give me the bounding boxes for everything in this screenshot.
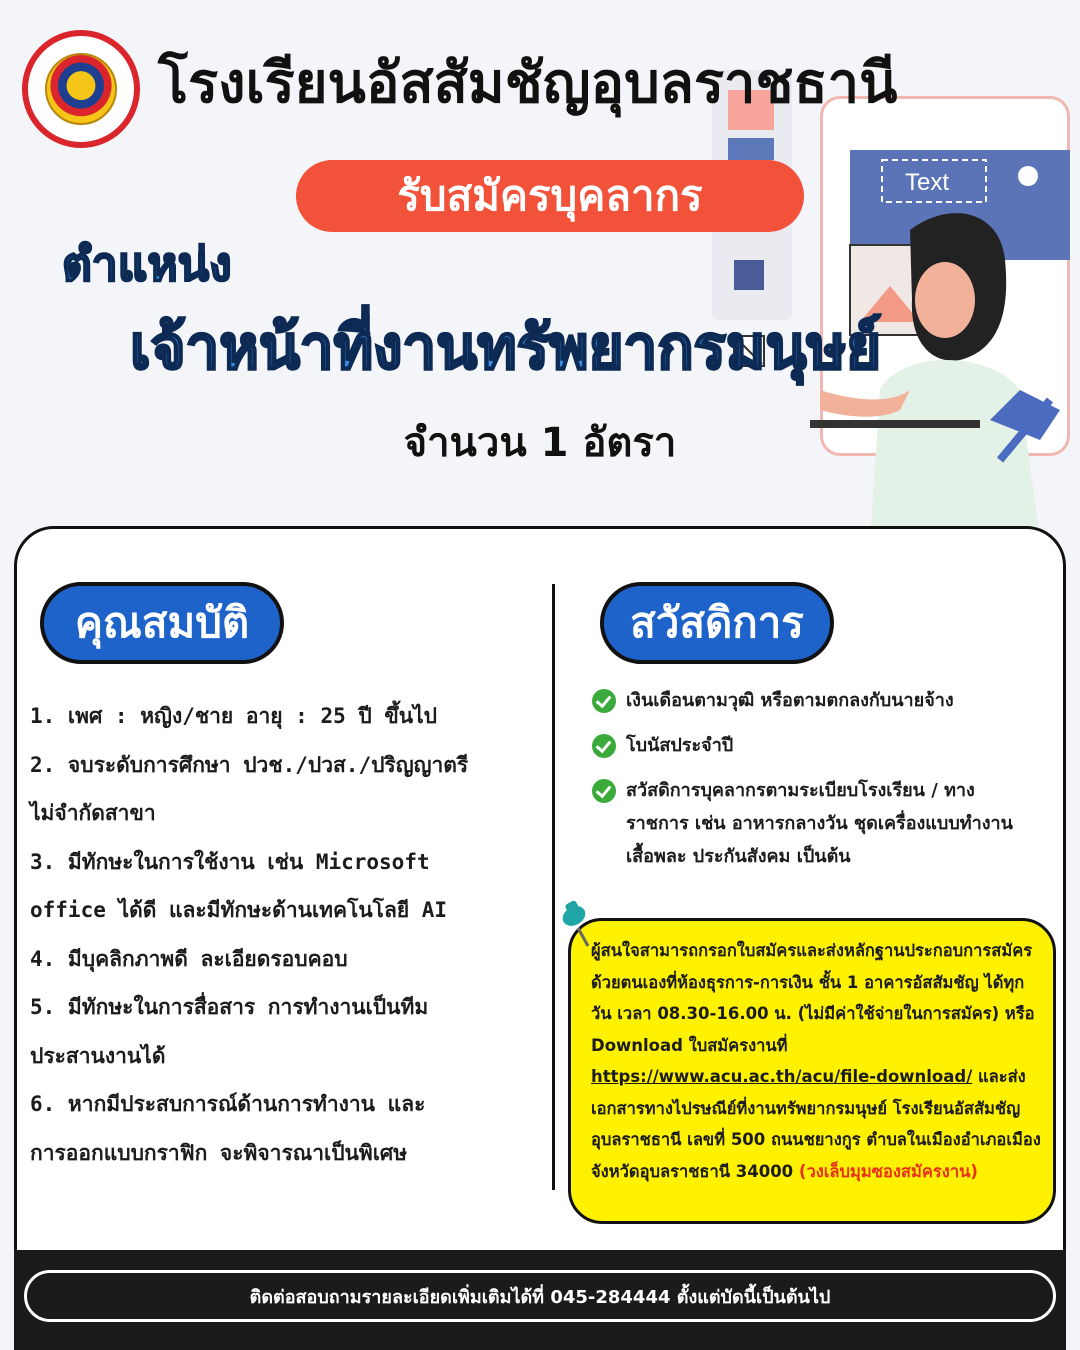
svg-text:Text: Text xyxy=(905,169,950,196)
check-circle-icon xyxy=(592,779,616,803)
qualification-line: 6. หากมีประสบการณ์ด้านการทำงาน และ xyxy=(30,1092,426,1116)
qualification-line: 1. เพศ : หญิง/ชาย อายุ : 25 ปี ขึ้นไป xyxy=(30,704,437,728)
position-quota: จำนวน 1 อัตรา xyxy=(403,420,677,466)
qualification-line: 4. มีบุคลิกภาพดี ละเอียดรอบคอบ xyxy=(30,946,348,971)
recruit-banner: รับสมัครบุคลากร xyxy=(296,160,804,232)
welfare-item xyxy=(592,684,1032,717)
position-label: ตำแหน่ง xyxy=(62,237,232,291)
position-title: เจ้าหน้าที่งานทรัพยากรมนุษย์ xyxy=(130,313,882,383)
pushpin-icon xyxy=(558,898,598,948)
school-crest xyxy=(45,53,117,125)
school-name: โรงเรียนอัสสัมชัญอุบลราชธานี xyxy=(158,51,898,116)
welfare-item-text: เงินเดือนตามวุฒิ หรือตามตกลงกับนายจ้าง xyxy=(626,690,954,711)
check-circle-icon xyxy=(592,689,616,713)
envelope-remark: (วงเล็บมุมซองสมัครงาน) xyxy=(798,1161,978,1181)
welfare-item xyxy=(592,774,1032,873)
welfare-item-text: สวัสดิการบุคลากรตามระเบียบโรงเรียน / ทางราชการ เช่น อาหารกลางวัน ชุดเครื่องแบบทำงาน เสื้อพละ ประกันสังคม เป็นต้น xyxy=(626,780,1013,867)
contact-info: ติดต่อสอบถามรายละเอียดเพิ่มเติมได้ที่ 045-284444 ตั้งแต่บัดนี้เป็นต้นไป xyxy=(24,1270,1056,1322)
qualification-line: ไม่จำกัดสาขา xyxy=(30,801,156,825)
qualification-line: office ได้ดี และมีทักษะด้านเทคโนโลยี AI xyxy=(30,898,448,922)
qualification-line: 2. จบระดับการศึกษา ปวช./ปวส./ปริญญาตรี xyxy=(30,752,469,777)
note-text: และส่งเอกสารทางไปรษณีย์ที่งานทรัพยากรมนุษย์ โรงเรียนอัสสัมชัญอุบลราชธานี เลขที่ 500 ถนนชยางกูร ตำบลในเมืองอำเภอเมือง จังหวัดอุบลราชธานี 34000 xyxy=(591,1067,1041,1181)
qualification-line: ประสานงานได้ xyxy=(30,1043,166,1068)
check-circle-icon xyxy=(592,734,616,758)
qualifications-list xyxy=(30,692,542,1177)
qualification-line: การออกแบบกราฟิก จะพิจารณาเป็นพิเศษ xyxy=(30,1140,408,1165)
school-logo xyxy=(22,30,140,148)
welfare-item xyxy=(592,729,1032,762)
welfare-item-text: โบนัสประจำปี xyxy=(626,735,734,756)
note-text: ผู้สนใจสามารถกรอกใบสมัครและส่งหลักฐานประกอบการสมัครด้วยตนเองที่ห้องธุรการ-การเงิน ชั้น 1 อาคารอัสสัมชัญ ได้ทุกวัน เวลา 08.30-16.00 น. (ไม่มีค่าใช้จ่ายในการสมัคร) หรือ Download ใบสมัครงานที่ xyxy=(591,941,1035,1055)
qualifications-heading: คุณสมบัติ xyxy=(40,582,284,664)
welfare-list xyxy=(592,684,1032,885)
qualification-line: 5. มีทักษะในการสื่อสาร การทำงานเป็นทีม xyxy=(30,995,429,1019)
application-form-link[interactable]: https://www.acu.ac.th/acu/file-download/ xyxy=(591,1067,973,1086)
column-divider xyxy=(552,584,555,1190)
welfare-heading: สวัสดิการ xyxy=(600,582,834,664)
qualification-line: 3. มีทักษะในการใช้งาน เช่น Microsoft xyxy=(30,849,430,874)
application-note xyxy=(568,918,1056,1224)
